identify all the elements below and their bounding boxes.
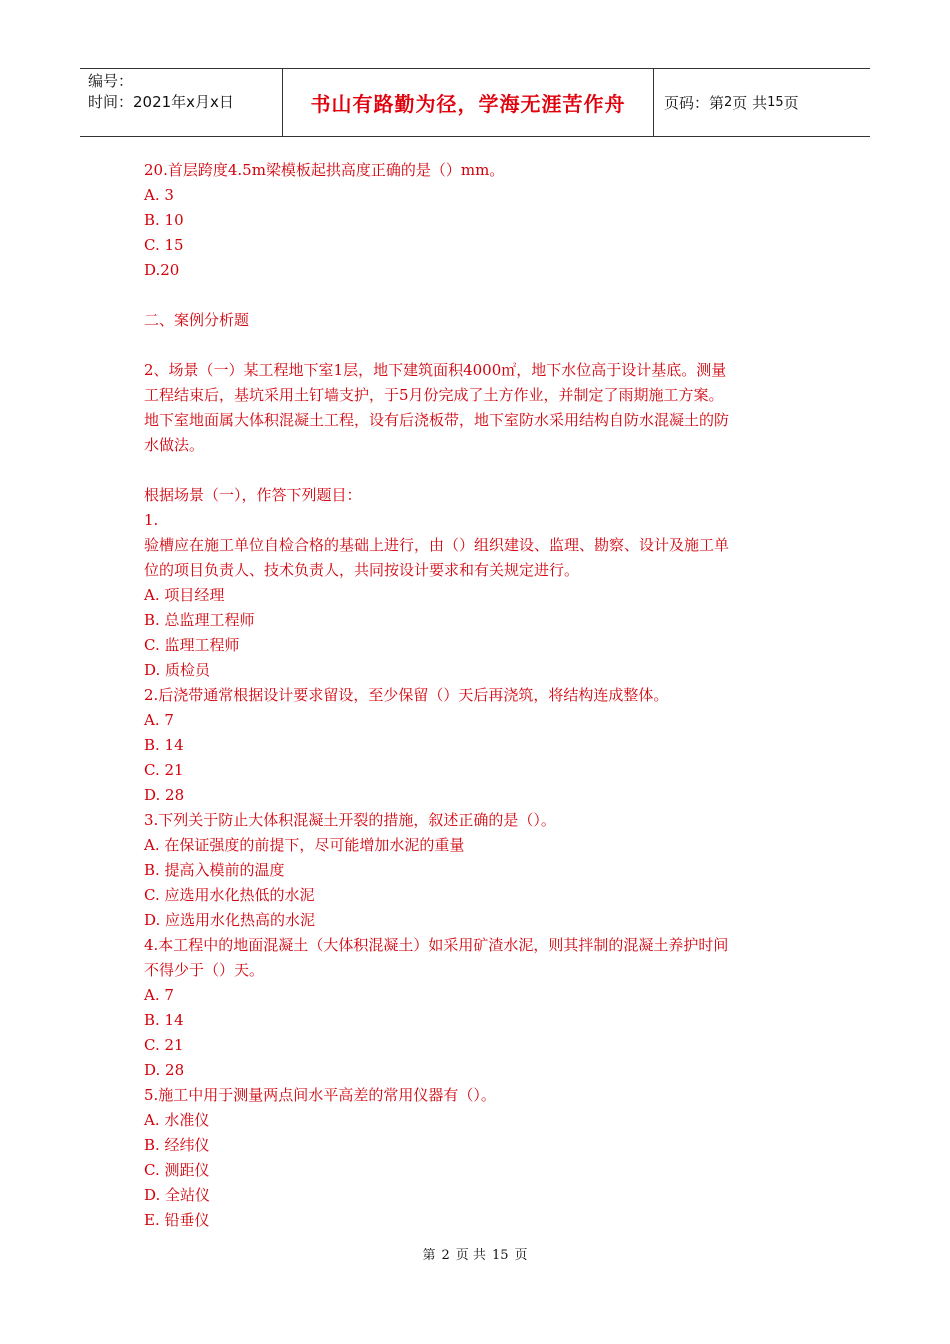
header-meta — [80, 69, 282, 136]
text-line: D. 应选用水化热高的水泥 — [144, 911, 316, 929]
text-line: 验槽应在施工单位自检合格的基础上进行，由（）组织建设、监理、勘察、设计及施工单 — [144, 536, 730, 554]
text-line: D.20 — [144, 261, 180, 279]
text-line: B. 提高入模前的温度 — [144, 861, 285, 879]
text-line: B. 14 — [144, 1011, 184, 1029]
text-line: 水做法。 — [144, 436, 205, 454]
text-line: A. 水准仪 — [144, 1111, 210, 1129]
text-line: C. 应选用水化热低的水泥 — [144, 886, 315, 904]
blank-line — [144, 333, 804, 358]
footer-prefix: 第 — [422, 1248, 436, 1263]
document-number-label: 编号： — [88, 72, 134, 90]
page-info-mid: 页 共 — [732, 94, 768, 112]
text-line: D. 质检员 — [144, 661, 211, 679]
text-line: 地下室地面属大体积混凝土工程，设有后浇板带，地下室防水采用结构自防水混凝土的防 — [144, 411, 730, 429]
text-line: C. 21 — [144, 1036, 184, 1054]
blank-line — [144, 283, 804, 308]
text-line: D. 28 — [144, 1061, 185, 1079]
footer-mid: 页 共 — [455, 1248, 486, 1263]
text-line: C. 21 — [144, 761, 184, 779]
page-info-total: 15 — [767, 95, 784, 110]
text-line: 2.后浇带通常根据设计要求留设，至少保留（）天后再浇筑，将结构连成整体。 — [144, 686, 669, 704]
text-line: A. 项目经理 — [144, 586, 225, 604]
text-line: A. 7 — [144, 711, 174, 729]
text-line: B. 总监理工程师 — [144, 611, 255, 629]
page-info-prefix: 页码：第 — [664, 94, 725, 112]
text-line: 2、场景（一）某工程地下室1层，地下建筑面积4000㎡，地下水位高于设计基底。测量 — [144, 361, 727, 379]
document-time: 时间：2021年x月x日 — [88, 93, 234, 111]
page-info-suffix: 页 — [783, 94, 799, 112]
text-line: 不得少于（）天。 — [144, 961, 265, 979]
text-line: 5.施工中用于测量两点间水平高差的常用仪器有（）。 — [144, 1086, 496, 1104]
page-info-current: 2 — [724, 95, 733, 110]
text-line: B. 经纬仪 — [144, 1136, 210, 1154]
text-line: 二、案例分析题 — [144, 311, 250, 329]
text-line: E. 铅垂仪 — [144, 1211, 210, 1229]
footer-page: 2 — [441, 1248, 450, 1263]
footer-suffix: 页 — [514, 1248, 528, 1263]
header-motto: 书山有路勤为径，学海无涯苦作舟 — [310, 92, 626, 116]
footer-total: 15 — [491, 1248, 509, 1263]
text-line: A. 7 — [144, 986, 174, 1004]
text-line: 3.下列关于防止大体积混凝土开裂的措施，叙述正确的是（）。 — [144, 811, 556, 829]
header-motto-cell — [282, 69, 654, 136]
text-line: 位的项目负责人、技术负责人，共同按设计要求和有关规定进行。 — [144, 561, 580, 579]
text-line: 1. — [144, 511, 159, 529]
text-line: D. 28 — [144, 786, 185, 804]
text-line: C. 15 — [144, 236, 184, 254]
text-line: A. 在保证强度的前提下，尽可能增加水泥的重量 — [144, 836, 465, 854]
blank-line — [144, 458, 804, 483]
document-body — [144, 158, 804, 1233]
text-line: A. 3 — [144, 186, 174, 204]
text-line: C. 监理工程师 — [144, 636, 240, 654]
text-line: C. 测距仪 — [144, 1161, 210, 1179]
text-line: 根据场景（一），作答下列题目： — [144, 486, 362, 504]
text-line: B. 10 — [144, 211, 184, 229]
text-line: 工程结束后，基坑采用土钉墙支护，于5月份完成了土方作业，并制定了雨期施工方案。 — [144, 386, 724, 404]
text-line: D. 全站仪 — [144, 1186, 211, 1204]
text-line: B. 14 — [144, 736, 184, 754]
text-line: 4.本工程中的地面混凝土（大体积混凝土）如采用矿渣水泥，则其拌制的混凝土养护时间 — [144, 936, 729, 954]
page-header — [80, 68, 870, 137]
text-line: 20.首层跨度4.5m梁模板起拱高度正确的是（）mm。 — [144, 161, 505, 179]
header-page-info — [654, 69, 870, 136]
page-footer — [0, 1244, 950, 1263]
